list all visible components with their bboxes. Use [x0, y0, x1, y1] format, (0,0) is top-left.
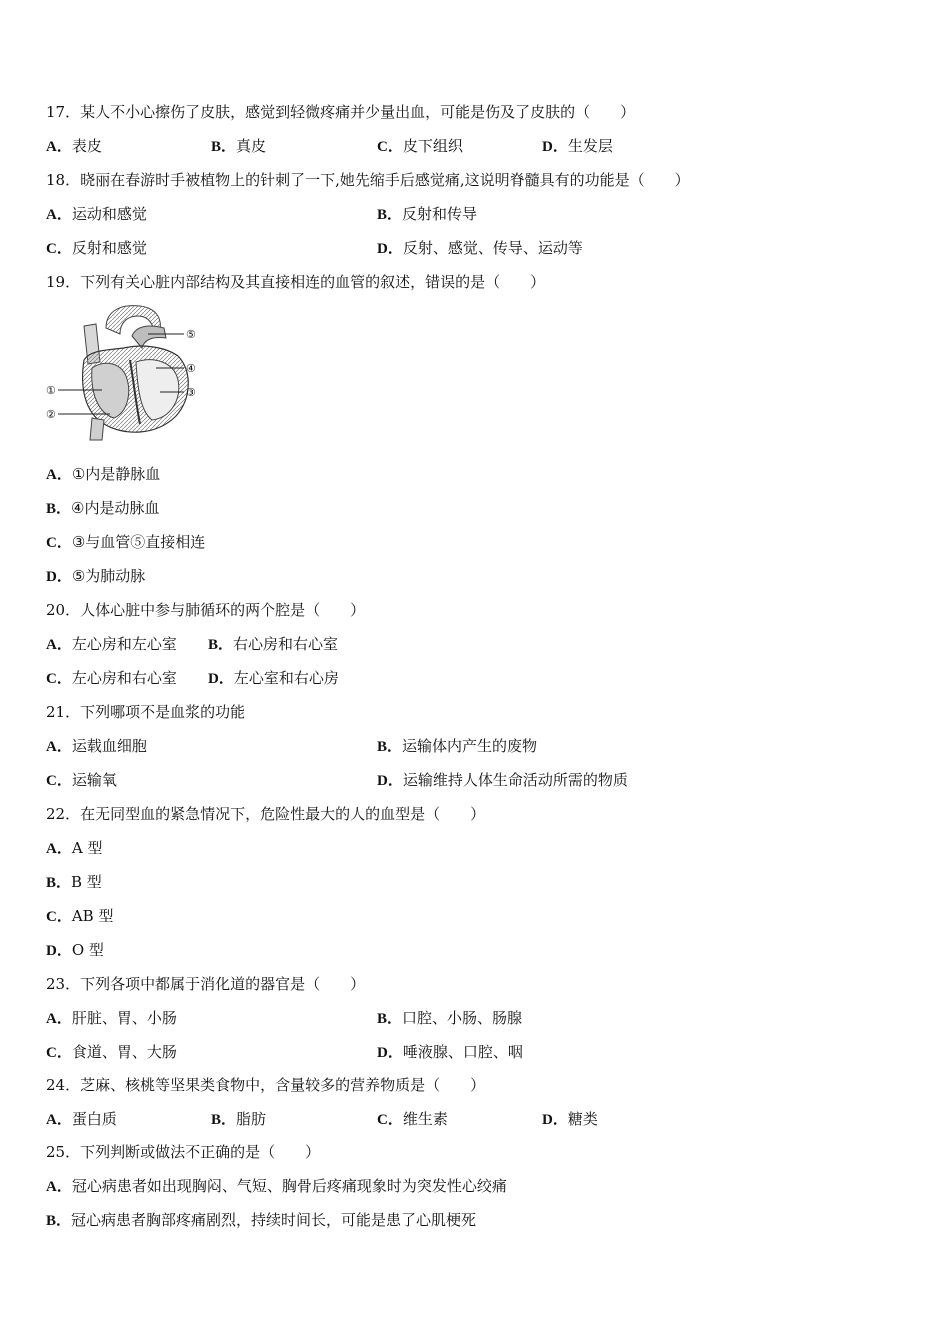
figure-label-3: ③: [186, 386, 196, 399]
heart-illustration: [44, 300, 204, 442]
vena-cava-lower: [90, 418, 104, 440]
q20-option-c: C．左心房和右心室: [46, 669, 177, 687]
q19-option-a: A．①内是静脉血: [46, 465, 161, 483]
q23-option-b: B．口腔、小肠、肠腺: [377, 1009, 523, 1027]
question-25-stem: 25．下列判断或做法不正确的是（ ）: [46, 1143, 321, 1161]
q22-option-c: C．AB 型: [46, 907, 114, 925]
question-21-stem: 21．下列哪项不是血浆的功能: [46, 703, 246, 721]
question-24-stem: 24．芝麻、核桃等坚果类食物中，含量较多的营养物质是（ ）: [46, 1076, 486, 1094]
q17-option-c: C．皮下组织: [377, 137, 463, 155]
q21-option-c: C．运输氧: [46, 771, 117, 789]
q17-option-d: D．生发层: [542, 137, 613, 155]
q24-option-c: C．维生素: [377, 1110, 448, 1128]
q24-option-b: B．脂肪: [211, 1110, 267, 1128]
q25-option-a: A．冠心病患者如出现胸闷、气短、胸骨后疼痛现象时为突发性心绞痛: [46, 1177, 507, 1195]
q21-option-d: D．运输维持人体生命活动所需的物质: [377, 771, 628, 789]
q20-option-a: A．左心房和左心室: [46, 635, 177, 653]
q18-option-d: D．反射、感觉、传导、运动等: [377, 239, 583, 257]
q25-option-b: B．冠心病患者胸部疼痛剧烈，持续时间长，可能是患了心肌梗死: [46, 1211, 477, 1229]
question-18-stem: 18．晓丽在春游时手被植物上的针刺了一下,她先缩手后感觉痛,这说明脊髓具有的功能是（ ）: [46, 171, 690, 189]
q18-option-c: C．反射和感觉: [46, 239, 147, 257]
q17-option-b: B．真皮: [211, 137, 267, 155]
question-17-stem: 17．某人不小心擦伤了皮肤，感觉到轻微疼痛并少量出血，可能是伤及了皮肤的（ ）: [46, 103, 636, 121]
q24-option-a: A．蛋白质: [46, 1110, 117, 1128]
q19-option-d: D．⑤为肺动脉: [46, 567, 146, 585]
figure-label-2: ②: [46, 408, 56, 421]
q23-option-a: A．肝脏、胃、小肠: [46, 1009, 177, 1027]
q17-option-a: A．表皮: [46, 137, 102, 155]
figure-label-5: ⑤: [186, 328, 196, 341]
pulmonary-trunk: [132, 326, 166, 348]
q23-option-c: C．食道、胃、大肠: [46, 1043, 177, 1061]
q22-option-d: D．O 型: [46, 941, 104, 959]
figure-label-1: ①: [46, 384, 56, 397]
q22-option-b: B．B 型: [46, 873, 102, 891]
question-20-stem: 20．人体心脏中参与肺循环的两个腔是（ ）: [46, 601, 366, 619]
q18-option-a: A．运动和感觉: [46, 205, 147, 223]
heart-diagram: [44, 300, 204, 442]
q21-option-a: A．运载血细胞: [46, 737, 147, 755]
q18-option-b: B．反射和传导: [377, 205, 478, 223]
q22-option-a: A．A 型: [46, 839, 103, 857]
figure-label-4: ④: [186, 362, 196, 375]
question-23-stem: 23．下列各项中都属于消化道的器官是（ ）: [46, 975, 366, 993]
q23-option-d: D．唾液腺、口腔、咽: [377, 1043, 523, 1061]
q20-option-d: D．左心室和右心房: [208, 669, 339, 687]
q20-option-b: B．右心房和右心室: [208, 635, 339, 653]
question-22-stem: 22．在无同型血的紧急情况下，危险性最大的人的血型是（ ）: [46, 805, 486, 823]
q19-option-b: B．④内是动脉血: [46, 499, 160, 517]
q24-option-d: D．糖类: [542, 1110, 598, 1128]
q21-option-b: B．运输体内产生的废物: [377, 737, 538, 755]
q19-option-c: C．③与血管⑤直接相连: [46, 533, 206, 551]
question-19-stem: 19．下列有关心脏内部结构及其直接相连的血管的叙述，错误的是（ ）: [46, 273, 546, 291]
